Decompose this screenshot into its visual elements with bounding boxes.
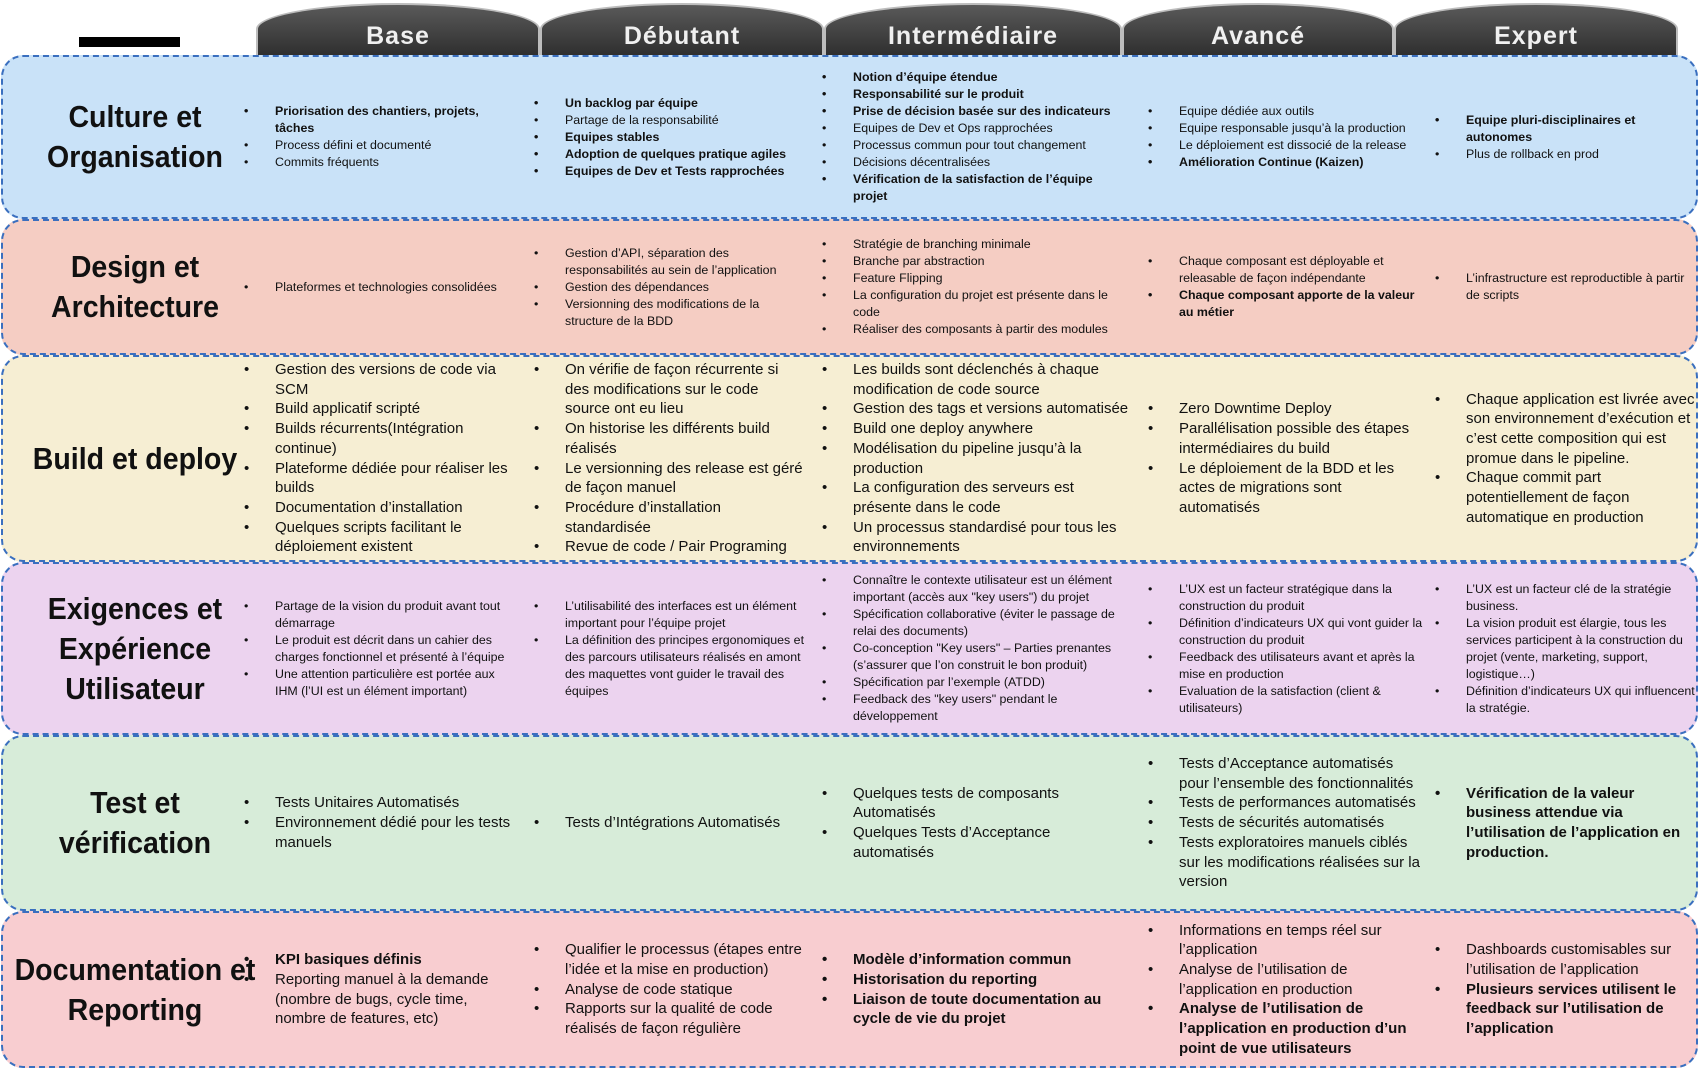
tab-label: Base (366, 22, 430, 50)
cell-debutant (534, 739, 806, 907)
bullet-item: • Evaluation de la satisfaction (client & utilisateurs) (1148, 683, 1426, 717)
bullet-item: • La configuration des serveurs est présente dans le code (822, 478, 1130, 517)
cell-intermediaire (822, 223, 1130, 351)
cell-avance (1148, 566, 1426, 731)
bullet-item: • Adoption de quelques pratique agiles (534, 146, 806, 163)
bullet-item: • Chaque commit part potentiellement de façon automatique en production (1435, 468, 1695, 527)
cell-expert (1435, 59, 1695, 215)
bullet-item: • Equipe responsable jusqu’à la production (1148, 120, 1426, 137)
bullet-item: • Plateformes et technologies consolidées (244, 279, 516, 296)
bullet-item: • Plateforme dédiée pour réaliser les builds (244, 459, 516, 498)
bullet-item: • Prise de décision basée sur des indicateurs (822, 103, 1130, 120)
bullet-item: • Un backlog par équipe (534, 95, 806, 112)
bullet-item: • Commits fréquents (244, 154, 516, 171)
bullet-list (1148, 754, 1426, 892)
bullet-item: • Définition d’indicateurs UX qui vont guider la construction du produit (1148, 615, 1426, 649)
tab-label: Débutant (623, 22, 741, 50)
bullet-list (1148, 581, 1426, 717)
row-title: Documentation et Reporting (14, 951, 256, 1027)
bullet-item: • Gestion d’API, séparation des responsabilités au sein de l’application (534, 245, 806, 279)
bullet-list (822, 69, 1130, 205)
bullet-item: • Chaque application est livrée avec son environnement d’exécution et c’est cette composition qui est promue dans le pipeline. (1435, 390, 1695, 469)
bullet-item: • KPI basiques définis (244, 950, 516, 970)
bullet-item: • Environnement dédié pour les tests manuels (244, 813, 516, 852)
bullet-item: • Equipe dédiée aux outils (1148, 103, 1426, 120)
bullet-list (534, 360, 806, 557)
bullet-item: • Gestion des versions de code via SCM (244, 360, 516, 399)
cell-avance (1148, 739, 1426, 907)
cell-debutant (534, 566, 806, 731)
bullet-item: • Chaque composant apporte de la valeur au métier (1148, 287, 1426, 321)
bullet-item: • Build applicatif scripté (244, 399, 516, 419)
bullet-item: • Reporting manuel à la demande (nombre de bugs, cycle time, nombre de features, etc) (244, 970, 516, 1029)
bullet-item: • Décisions décentralisées (822, 154, 1130, 171)
cell-intermediaire (822, 359, 1130, 558)
bullet-list (534, 598, 806, 700)
bullet-list (1148, 103, 1426, 171)
bullet-item: • Connaître le contexte utilisateur est un élément important (accès aux "key users") du projet (822, 572, 1130, 606)
bullet-list (1148, 399, 1426, 517)
bullet-item: • Un processus standardisé pour tous les environnements (822, 518, 1130, 557)
bullet-item: • Plusieurs services utilisent le feedback sur l’utilisation de l’application (1435, 980, 1695, 1039)
cell-expert (1435, 739, 1695, 907)
tab-base (256, 3, 540, 55)
bullet-item: • Modélisation du pipeline jusqu’à la production (822, 439, 1130, 478)
bullet-item: • Quelques tests de composants Automatisés (822, 784, 1130, 823)
bullet-item: • Gestion des dépendances (534, 279, 806, 296)
bullet-item: • Partage de la responsabilité (534, 112, 806, 129)
cell-base (244, 566, 516, 731)
bullet-item: • Documentation d’installation (244, 498, 516, 518)
cell-base (244, 915, 516, 1064)
bullet-list (1435, 270, 1695, 304)
bullet-list (534, 245, 806, 330)
bullet-item: • Versionning des modifications de la structure de la BDD (534, 296, 806, 330)
bullet-list (822, 572, 1130, 725)
cell-base (244, 223, 516, 351)
bullet-item: • Stratégie de branching minimale (822, 236, 1130, 253)
bullet-item: • Quelques Tests d’Acceptance automatisés (822, 823, 1130, 862)
bullet-item: • Plus de rollback en prod (1435, 146, 1695, 163)
bullet-list (244, 103, 516, 171)
bullet-item: • Le produit est décrit dans un cahier des charges fonctionnel et présenté à l’équipe (244, 632, 516, 666)
bullet-item: • Informations en temps réel sur l’application (1148, 921, 1426, 960)
bullet-item: • L’UX est un facteur stratégique dans la construction du produit (1148, 581, 1426, 615)
row-title: Culture et Organisation (47, 99, 223, 174)
bullet-item: • Feedback des utilisateurs avant et après la mise en production (1148, 649, 1426, 683)
bullet-list (534, 95, 806, 180)
bullet-item: • Dashboards customisables sur l’utilisation de l’application (1435, 940, 1695, 979)
bullet-item: • Les builds sont déclenchés à chaque modification de code source (822, 360, 1130, 399)
bullet-item: • Notion d’équipe étendue (822, 69, 1130, 86)
bullet-item: • Tests Unitaires Automatisés (244, 793, 516, 813)
bullet-item: • L’UX est un facteur clé de la stratégie business. (1435, 581, 1695, 615)
bullet-item: • Partage de la vision du produit avant tout démarrage (244, 598, 516, 632)
cell-expert (1435, 223, 1695, 351)
cell-intermediaire (822, 739, 1130, 907)
bullet-item: • Liaison de toute documentation au cycle de vie du projet (822, 990, 1130, 1029)
cell-debutant (534, 915, 806, 1064)
bullet-list (244, 598, 516, 700)
bullet-item: • L’infrastructure est reproductible à partir de scripts (1435, 270, 1695, 304)
tab-intermediaire (824, 3, 1122, 55)
bullet-item: • Feature Flipping (822, 270, 1130, 287)
cell-expert (1435, 359, 1695, 558)
bullet-list (244, 793, 516, 852)
cell-intermediaire (822, 915, 1130, 1064)
cell-avance (1148, 59, 1426, 215)
bullet-item: • Une attention particulière est portée aux IHM (l’UI est un élément important) (244, 666, 516, 700)
bullet-list (1435, 112, 1695, 163)
tab-avance (1122, 3, 1394, 55)
row-title: Design et Architecture (50, 249, 219, 324)
bullet-list (534, 940, 806, 1039)
bullet-item: • Rapports sur la qualité de code réalisés de façon régulière (534, 999, 806, 1038)
cell-base (244, 359, 516, 558)
bullet-item: • Analyse de l’utilisation de l’application en production d’un point de vue utilisateurs (1148, 999, 1426, 1058)
cell-avance (1148, 223, 1426, 351)
tab-label: Intermédiaire (887, 22, 1058, 50)
bullet-item: • Spécification collaborative (éviter le passage de relai des documents) (822, 606, 1130, 640)
cell-intermediaire (822, 59, 1130, 215)
bullet-item: • Vérification de la valeur business attendue via l’utilisation de l’application en production. (1435, 784, 1695, 863)
tab-debutant (540, 3, 824, 55)
bullet-list (244, 360, 516, 557)
bullet-item: • Procédure d’installation standardisée (534, 498, 806, 537)
bullet-list (822, 236, 1130, 338)
bullet-item: • Tests de sécurités automatisés (1148, 813, 1426, 833)
bullet-item: • Historisation du reporting (822, 970, 1130, 990)
bullet-item: • La vision produit est élargie, tous les services participent à la construction du projet (vente, marketing, support, logistique…) (1435, 615, 1695, 683)
cell-intermediaire (822, 566, 1130, 731)
bullet-item: • On historise les différents build réalisés (534, 419, 806, 458)
bullet-item: • Quelques scripts facilitant le déploiement existent (244, 518, 516, 557)
bullet-item: • Build one deploy anywhere (822, 419, 1130, 439)
bullet-item: • Le versionning des release est géré de façon manuel (534, 459, 806, 498)
bullet-item: • Chaque composant est déployable et releasable de façon indépendante (1148, 253, 1426, 287)
row-title: Build et deploy (32, 440, 238, 476)
bullet-list (822, 784, 1130, 863)
bullet-item: • Branche par abstraction (822, 253, 1130, 270)
bullet-item: • Responsabilité sur le produit (822, 86, 1130, 103)
bullet-list (1148, 921, 1426, 1059)
bullet-item: • Revue de code / Pair Programing (534, 537, 806, 557)
bullet-list (1435, 940, 1695, 1039)
tab-label: Avancé (1210, 22, 1305, 50)
bullet-item: • Gestion des tags et versions automatisée (822, 399, 1130, 419)
cell-debutant (534, 359, 806, 558)
tab-label: Expert (1494, 22, 1578, 50)
bullet-item: • Modèle d’information commun (822, 950, 1130, 970)
bullet-item: • La définition des principes ergonomiques et des parcours utilisateurs réalisés en amont des maquettes vont guider le travail des équipes (534, 632, 806, 700)
bullet-item: • Co-conception "Key users" – Parties prenantes (s’assurer que l’on construit le bon produit) (822, 640, 1130, 674)
cell-expert (1435, 915, 1695, 1064)
bullet-list (1435, 581, 1695, 717)
bullet-item: • Analyse de l’utilisation de l’application en production (1148, 960, 1426, 999)
bullet-item: • On vérifie de façon récurrente si des modifications sur le code source ont eu lieu (534, 360, 806, 419)
bullet-item: • Définition d’indicateurs UX qui influencent la stratégie. (1435, 683, 1695, 717)
bullet-item: • La configuration du projet est présente dans le code (822, 287, 1130, 321)
cell-avance (1148, 359, 1426, 558)
bullet-item: • Réaliser des composants à partir des modules (822, 321, 1130, 338)
cell-debutant (534, 59, 806, 215)
bullet-list (822, 360, 1130, 557)
bullet-item: • Tests exploratoires manuels ciblés sur les modifications réalisées sur la version (1148, 833, 1426, 892)
black-bar-decoration (79, 37, 180, 47)
bullet-item: • Parallélisation possible des étapes intermédiaires du build (1148, 419, 1426, 458)
bullet-item: • Feedback des "key users" pendant le développement (822, 691, 1130, 725)
bullet-item: • Equipes de Dev et Tests rapprochées (534, 163, 806, 180)
bullet-item: • Processus commun pour tout changement (822, 137, 1130, 154)
bullet-item: • Tests de performances automatisés (1148, 793, 1426, 813)
bullet-list (1435, 784, 1695, 863)
row-title: Exigences et Expérience Utilisateur (47, 590, 223, 706)
bullet-item: • Spécification par l’exemple (ATDD) (822, 674, 1130, 691)
bullet-item: • Le déploiement est dissocié de la release (1148, 137, 1426, 154)
bullet-item: • Equipes de Dev et Ops rapprochées (822, 120, 1130, 137)
bullet-item: • Le déploiement de la BDD et les actes de migrations sont automatisés (1148, 459, 1426, 518)
bullet-item: • Tests d’Intégrations Automatisés (534, 813, 806, 833)
bullet-item: • Process défini et documenté (244, 137, 516, 154)
bullet-list (822, 950, 1130, 1029)
cell-debutant (534, 223, 806, 351)
bullet-list (244, 279, 516, 296)
cell-expert (1435, 566, 1695, 731)
cell-base (244, 739, 516, 907)
bullet-list (1148, 253, 1426, 321)
bullet-item: • Builds récurrents(Intégration continue) (244, 419, 516, 458)
bullet-item: • Priorisation des chantiers, projets, tâches (244, 103, 516, 137)
bullet-item: • Equipe pluri-disciplinaires et autonomes (1435, 112, 1695, 146)
bullet-list (244, 950, 516, 1029)
bullet-item: • Zero Downtime Deploy (1148, 399, 1426, 419)
cell-base (244, 59, 516, 215)
bullet-item: • Tests d’Acceptance automatisés pour l’ensemble des fonctionnalités (1148, 754, 1426, 793)
bullet-list (534, 813, 806, 833)
cell-avance (1148, 915, 1426, 1064)
bullet-item: • Equipes stables (534, 129, 806, 146)
tab-expert (1394, 3, 1678, 55)
bullet-list (1435, 390, 1695, 528)
bullet-item: • Qualifier le processus (étapes entre l’idée et la mise en production) (534, 940, 806, 979)
bullet-item: • Analyse de code statique (534, 980, 806, 1000)
bullet-item: • Vérification de la satisfaction de l’équipe projet (822, 171, 1130, 205)
bullet-item: • Amélioration Continue (Kaizen) (1148, 154, 1426, 171)
bullet-item: • L’utilisabilité des interfaces est un élément important pour l’équipe projet (534, 598, 806, 632)
row-title: Test et vérification (58, 785, 212, 860)
